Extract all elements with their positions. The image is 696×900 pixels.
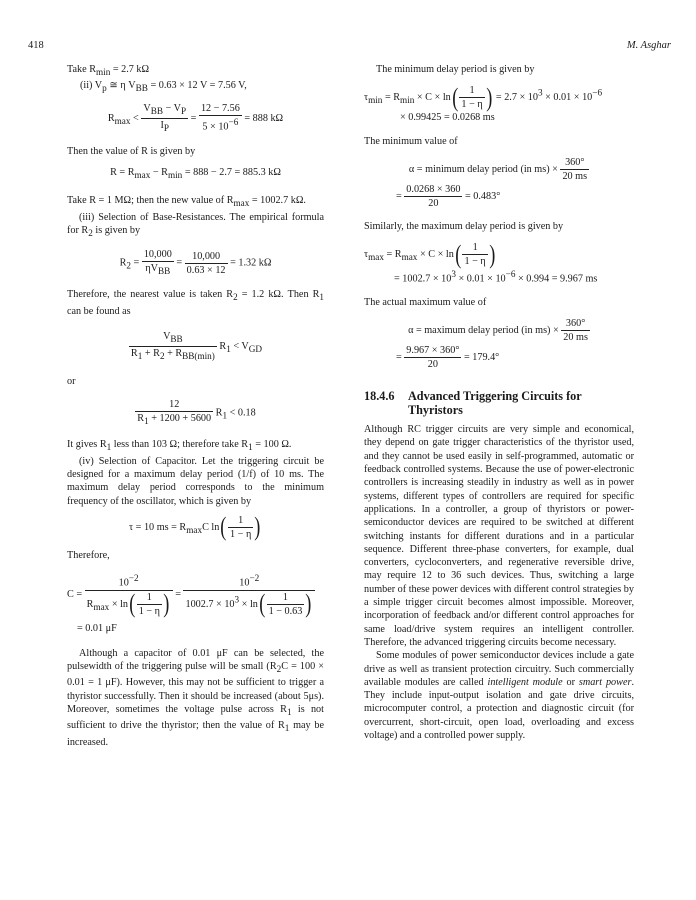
equation-r2: $R_2$ = $\frac{10,000}{\eta V_{BB}}$ = $\frac{10,000}{0.63 \times 12}$ = 1.32 kΩ xyxy=(119,249,272,277)
paragraph: Although a capacitor of 0.01 μF can be selected, the pulsewidth of the triggering pulse will be small ($R_2C = 100 \times 0.01 = 1$ μF). However, this may not be sufficient to trigger a thyristor successfully. Then it should be increased (about 5μs). Moreover, sometimes the voltage pulse across $R_1$ is not sufficient to drive the thyristor; then the value of $R_1$ may be increased. xyxy=(67,647,324,748)
equation-alpha-min-value: = $\frac{0.0268 \times 360}{20}$ = 0.483° xyxy=(396,183,501,209)
paragraph: Some modules of power semiconductor devices include a gate drive as well as transient protection circuitry. Such commercially available modules are called intelligent module or smart power. They include input-output isolation and gate drive circuits, microcomputer control, a protection and diagnostic circuit (for overcurrent, short-circuit, open load, overloading and excess voltage) and a controlled power supply. xyxy=(364,650,634,741)
equation-alpha-max: α = maximum delay period (in ms) × $\frac{360^\circ}{20 ms}$ xyxy=(408,318,588,344)
text-line: Therefore, xyxy=(67,549,110,561)
text-line: The actual maximum value of xyxy=(364,296,487,308)
equation-alpha-min: α = minimum delay period (in ms) × $\frac{360^\circ}{20 ms}$ xyxy=(408,156,588,182)
section-number: 18.4.6 xyxy=(364,389,395,404)
section-heading xyxy=(364,389,634,417)
text-line: = $1002.7 \times 10^3 \times 0.01 \times 10^{-6} \times 0.994 = 9.967$ ms xyxy=(394,269,598,285)
text-line: Then the value of R is given by xyxy=(67,145,196,157)
equation-tau: τ = 10 ms = $R_{max}C$ ln( $\frac{1}{1 - \eta}$ ) xyxy=(129,512,261,542)
text-line: Take $R_{min} = 2.7$ kΩ xyxy=(67,64,150,78)
paragraph: It gives $R_1$ less than 103 Ω; therefore take $R_1 = 100$ Ω. xyxy=(67,439,292,453)
text-line: = 0.01 μF xyxy=(77,622,117,634)
emphasis: smart power xyxy=(578,676,632,688)
text-line: Similarly, the maximum delay period is given by xyxy=(364,220,564,232)
paragraph: Therefore, the nearest value is taken $R_2 = 1.2$ kΩ. Then $R_1$ can be found as xyxy=(67,289,324,317)
equation-tau-max: $\tau_{max} = R_{max} \times C \times \ln$( $\frac{1}{1 - \eta}$ ) xyxy=(364,239,496,269)
paragraph: (iii) Selection of Base-Resistances. The empirical formula for $R_2$ is given by xyxy=(67,211,324,238)
right-column xyxy=(364,63,634,742)
section-title-line2: Thyristors xyxy=(408,403,463,418)
page-number: 418 xyxy=(28,40,44,51)
paragraph: Take R = 1 MΩ; then the new value of $R_{max} = 1002.7$ kΩ. xyxy=(67,195,306,209)
paragraph: Although RC trigger circuits are very simple and economical, they depend on gate trigger characteristics of the thyristor used, and they cannot be used easily in self-programmed, automatic or feedback controlled systems. Because the use of power-electronic controllers is increasing steadily in industry as well as in power systems, different types of controllers are required for specific applications. In a controller, a group of thyristors or power-semiconductor devices are required to be switched at different switching instants for different durations and in a particular sequence. Different three-phase converters, for example, dual converters, cycloconverters, and regenerative reversible drive, may require 12 to 36 such devices. Thus, switching a large number of these power devices with different control strategies by a simple trigger circuit becomes almost impossible. Moreover, incorporation of feedback and/or different control approaches for same load/drive system requires an intelligent controller. Therefore, the advanced triggering circuits become necessary. xyxy=(364,424,634,648)
equation-tau-min: $\tau_{min} = R_{min} \times C \times \ln$( $\frac{1}{1 - \eta}$ ) = $2.7 \times 10^3 \times 0.01 \times 10^{-6}$ xyxy=(364,82,603,112)
equation-rmax: $R_{max}$ < $\frac{V_{BB} - V_P}{I_P}$ = $\frac{12 - 7.56}{5 \times 10^{-6}}$ = 888 kΩ xyxy=(107,102,284,133)
equation-r1: $\frac{V_{BB}}{R_1 + R_2 + R_{BB(min)}}$ $R_1 < V_{GD}$ xyxy=(130,330,263,362)
equation-c: C = $10^{-2}$ $R_{max} \times \ln$( $\frac{1}{1 - \eta}$ ) = $10^{-2}$ $1002.7 \times 10^3 \times \ln$( $\frac{1}{1 - 0.63}$ ) xyxy=(67,572,324,617)
emphasis: intelligent module xyxy=(487,676,563,688)
text-line: × 0.99425 = 0.0268 ms xyxy=(400,112,495,124)
equation-r: $R = R_{max} - R_{min} = 888 - 2.7 = 885.3$ kΩ xyxy=(110,167,281,181)
paragraph: (iv) Selection of Capacitor. Let the triggering circuit be designed for a maximum delay period (1/f) of 10 ms. The maximum delay period corresponds to the minimum frequency of the oscillator, which is given by xyxy=(67,455,324,507)
running-header-author: M. Asghar xyxy=(626,40,671,51)
section-title: Advanced Triggering Circuits for xyxy=(408,389,582,404)
text-line: or xyxy=(67,376,76,388)
text-line: The minimum value of xyxy=(364,135,458,147)
equation-alpha-max-value: = $\frac{9.967 \times 360^\circ}{20}$ = 179.4° xyxy=(396,345,500,371)
text-line: (ii) $V_p$ ≅ η $V_{BB} = 0.63 \times 12$ V = 7.56 V, xyxy=(80,80,247,94)
equation-r1-numeric: $\frac{12}{R_1 + 1200 + 5600}$ $R_1 < 0.18$ xyxy=(137,399,256,427)
text-line: The minimum delay period is given by xyxy=(376,64,535,75)
left-column xyxy=(67,63,324,749)
